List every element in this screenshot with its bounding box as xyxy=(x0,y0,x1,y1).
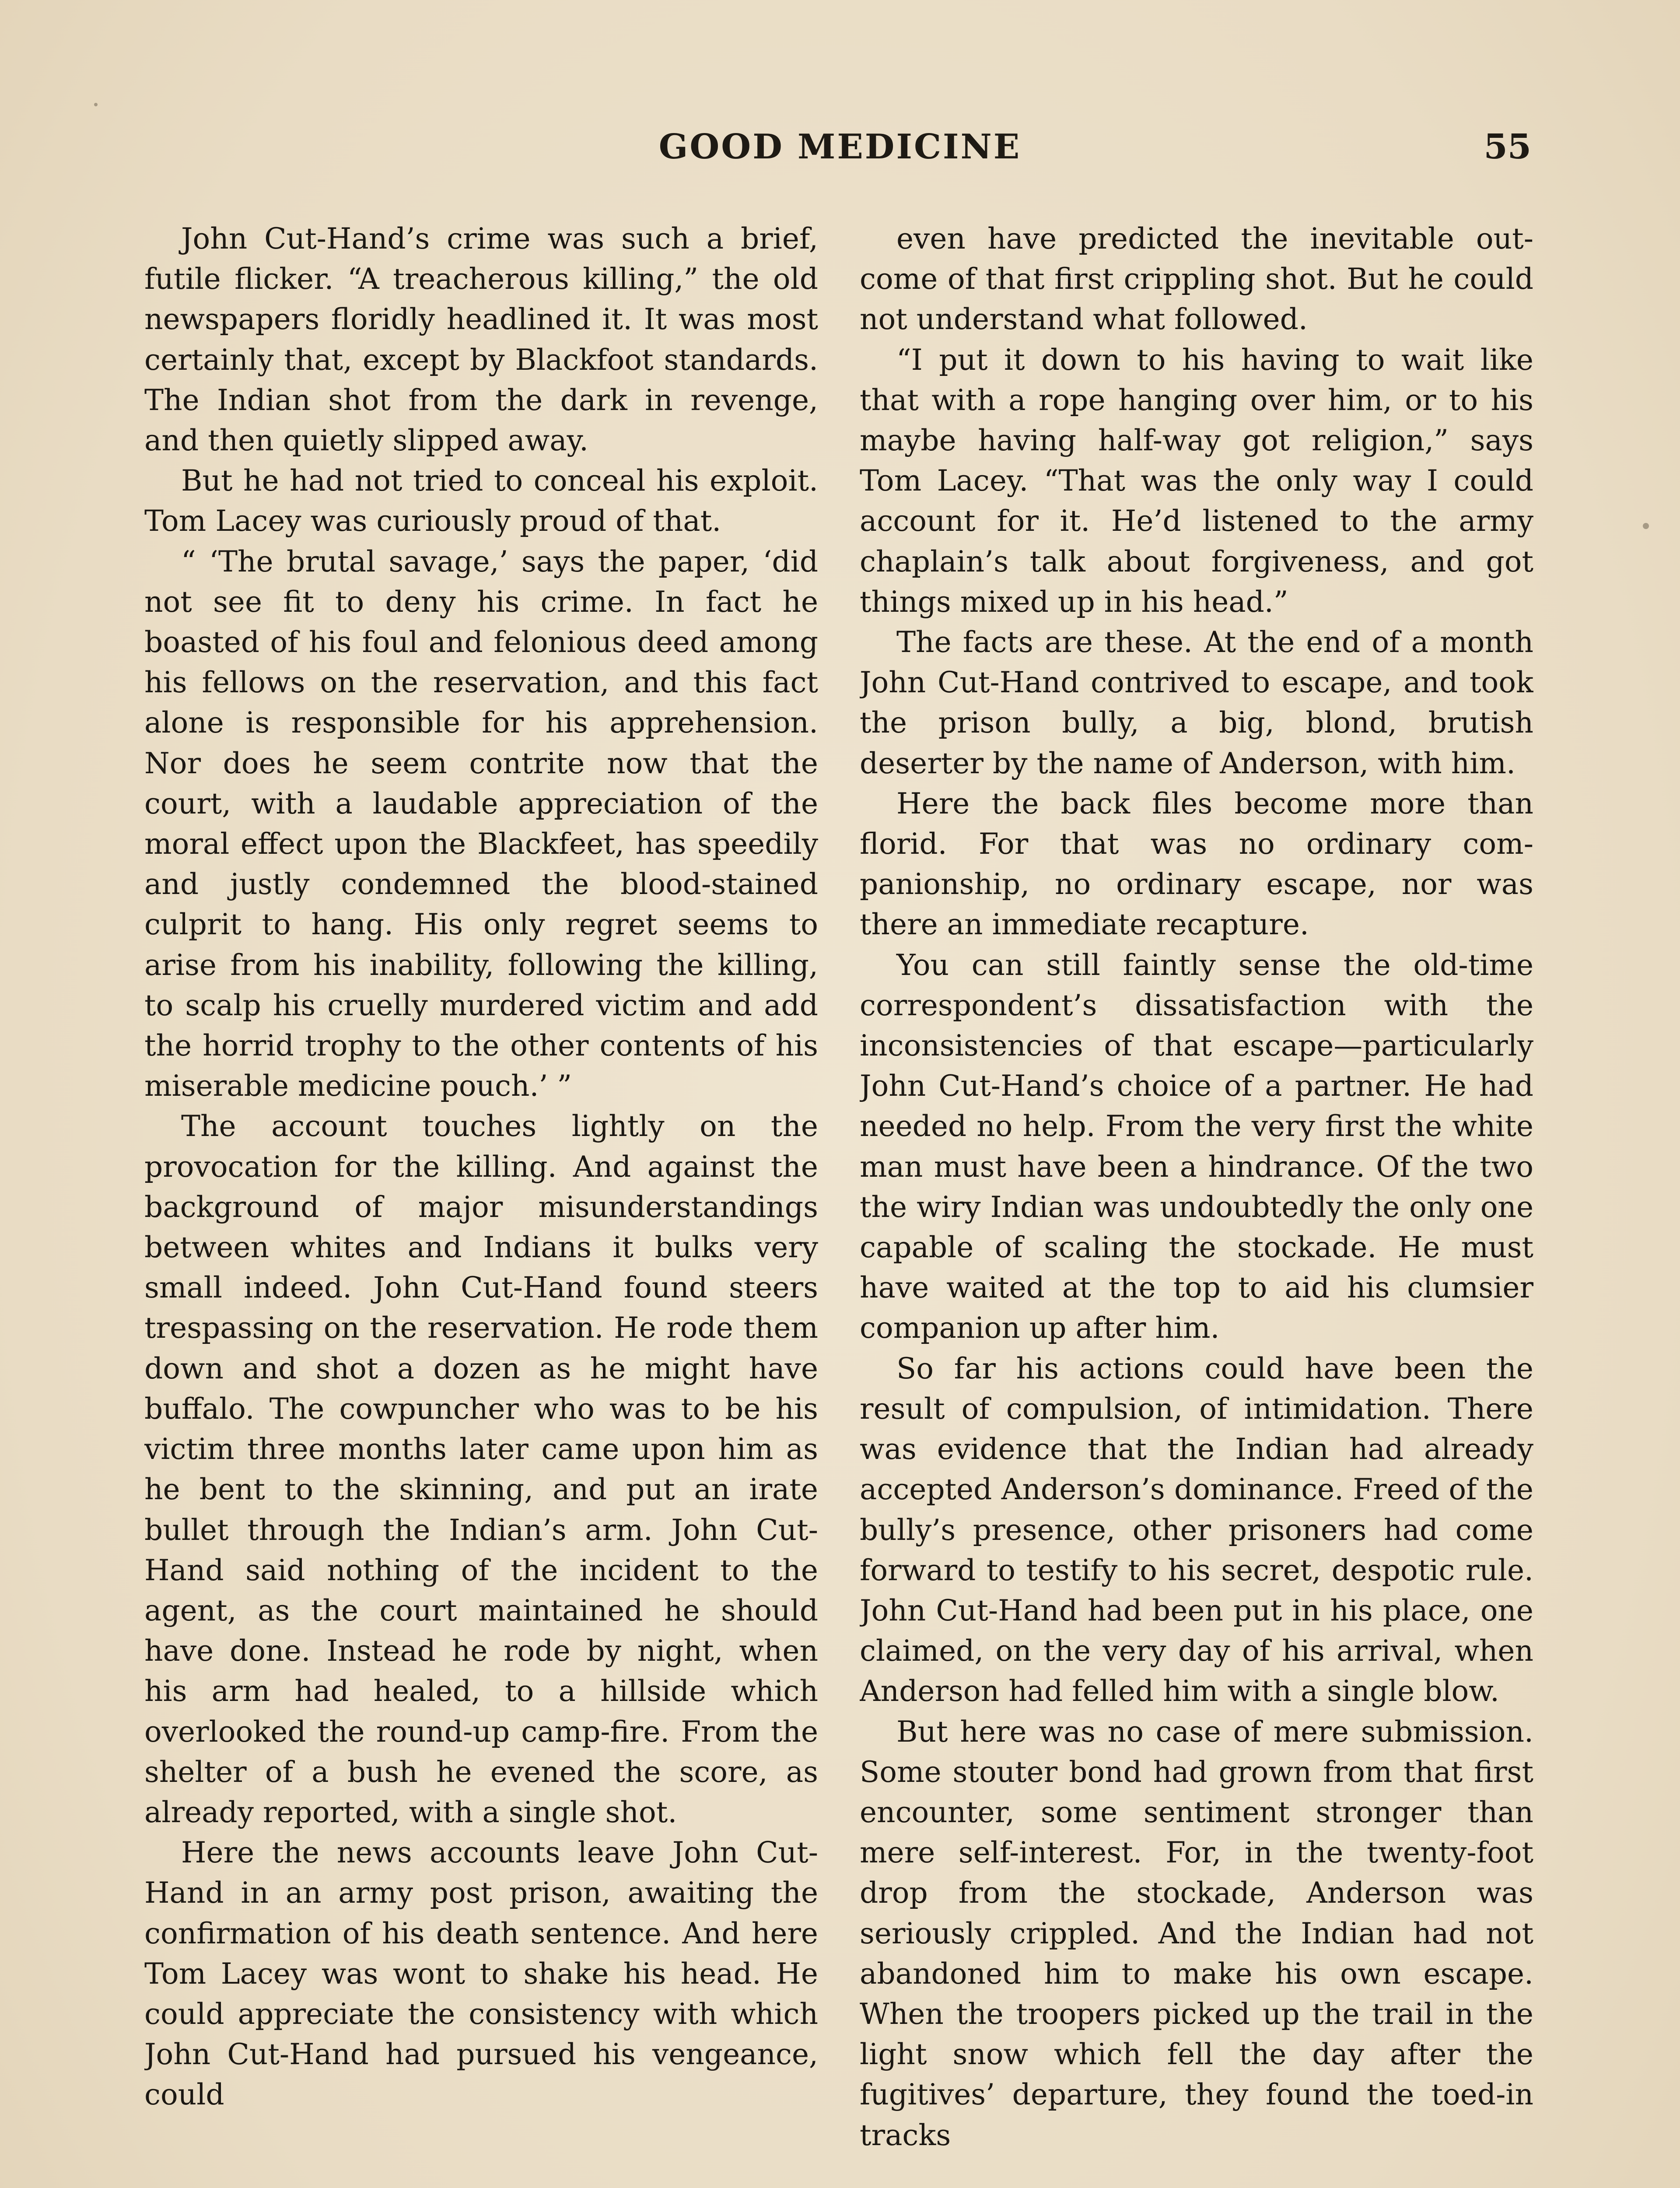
paragraph: The account touches lightly on the provocation for the killing. And against the background of major misunderstandings between whites and Indians it bulks very small indeed. John Cut-Hand found steers trespassing on the reservation. He rode them down and shot a dozen as he might have buffalo. The cowpuncher who was to be his victim three months later came upon him as he bent to the skinning, and put an irate bullet through the Indian’s arm. John Cut-Hand said nothing of the incident to the agent, as the court maintained he should have done. Instead he rode by night, when his arm had healed, to a hillside which overlooked the round-up camp-fire. From the shelter of a bush he evened the score, as already reported, with a single shot. xyxy=(144,1109,818,1829)
page-header xyxy=(140,127,1540,179)
paragraph: So far his actions could have been the result of compulsion, of intimidation. There was evidence that the Indian had already accepted Anderson’s dominance. Freed of the bully’s presence, other prisoners had come forward to testify to his secret, despotic rule. John Cut-Hand had been put in his place, one claimed, on the very day of his arrival, when Anderson had felled him with a single blow. xyxy=(860,1351,1533,1708)
paragraph: “I put it down to his having to wait like that with a rope hanging over him, or to his maybe having half-way got religion,” says Tom Lacey. “That was the only way I could account for it. He’d listened to the army chaplain’s talk about forgiveness, and got things mixed up in his head.” xyxy=(860,343,1533,619)
page-number: 55 xyxy=(1484,127,1531,167)
paragraph: Here the news accounts leave John Cut-Hand in an army post prison, awaiting the confirmation of his death sentence. And here Tom Lacey was wont to shake his head. He could appreciate the consistency with which John Cut-Hand had pursued his vengeance, could xyxy=(144,1836,818,2112)
paragraph: “ ‘The brutal savage,’ says the paper, ‘did not see fit to deny his crime. In fact he boasted of his foul and felonious deed among his fellows on the reservation, and this fact alone is responsible for his apprehension. Nor does he seem contrite now that the court, with a laudable appreciation of the moral effect upon the Blackfeet, has speedily and justly condemned the blood-stained culprit to hang. His only regret seems to arise from his inability, following the killing, to scalp his cruelly murdered victim and add the horrid trophy to the other contents of his miserable medicine pouch.’ ” xyxy=(144,544,818,1103)
paragraph: Here the back files become more than florid. For that was no ordinary companionship, no ordinary escape, nor was there an immediate recapture. xyxy=(860,786,1533,942)
right-column xyxy=(860,219,1533,2188)
paper-speck xyxy=(1643,523,1649,529)
paragraph: John Cut-Hand’s crime was such a brief, futile flicker. “A treacherous killing,” the old newspapers floridly headlined it. It was most certainly that, except by Blackfoot standards. The Indian shot from the dark in revenge, and then quietly slipped away. xyxy=(144,222,818,458)
running-head: GOOD MEDICINE xyxy=(658,127,1022,167)
paragraph: But here was no case of mere submission. Some stouter bond had grown from that first encounter, some sentiment stronger than mere self-interest. For, in the twenty-foot drop from the stockade, Anderson was seriously crippled. And the Indian had not abandoned him to make his own escape. When the troopers picked up the trail in the light snow which fell the day after the fugitives’ departure, they found the toed-in tracks xyxy=(860,1715,1533,2152)
paragraph: even have predicted the inevitable outcome of that first crippling shot. But he could not understand what followed. xyxy=(860,222,1533,337)
left-column xyxy=(144,219,818,2188)
paragraph: The facts are these. At the end of a month John Cut-Hand contrived to escape, and took the prison bully, a big, blond, brutish deserter by the name of Anderson, with him. xyxy=(860,625,1533,780)
paragraph: You can still faintly sense the old-time correspondent’s dissatisfaction with the inconsistencies of that escape—particularly John Cut-Hand’s choice of a partner. He had needed no help. From the very first the white man must have been a hindrance. Of the two the wiry Indian was undoubtedly the only one capable of scaling the stockade. He must have waited at the top to aid his clumsier companion up after him. xyxy=(860,948,1533,1345)
paper-speck xyxy=(94,103,98,106)
paragraph: But he had not tried to conceal his exploit. Tom Lacey was curiously proud of that. xyxy=(144,464,818,538)
